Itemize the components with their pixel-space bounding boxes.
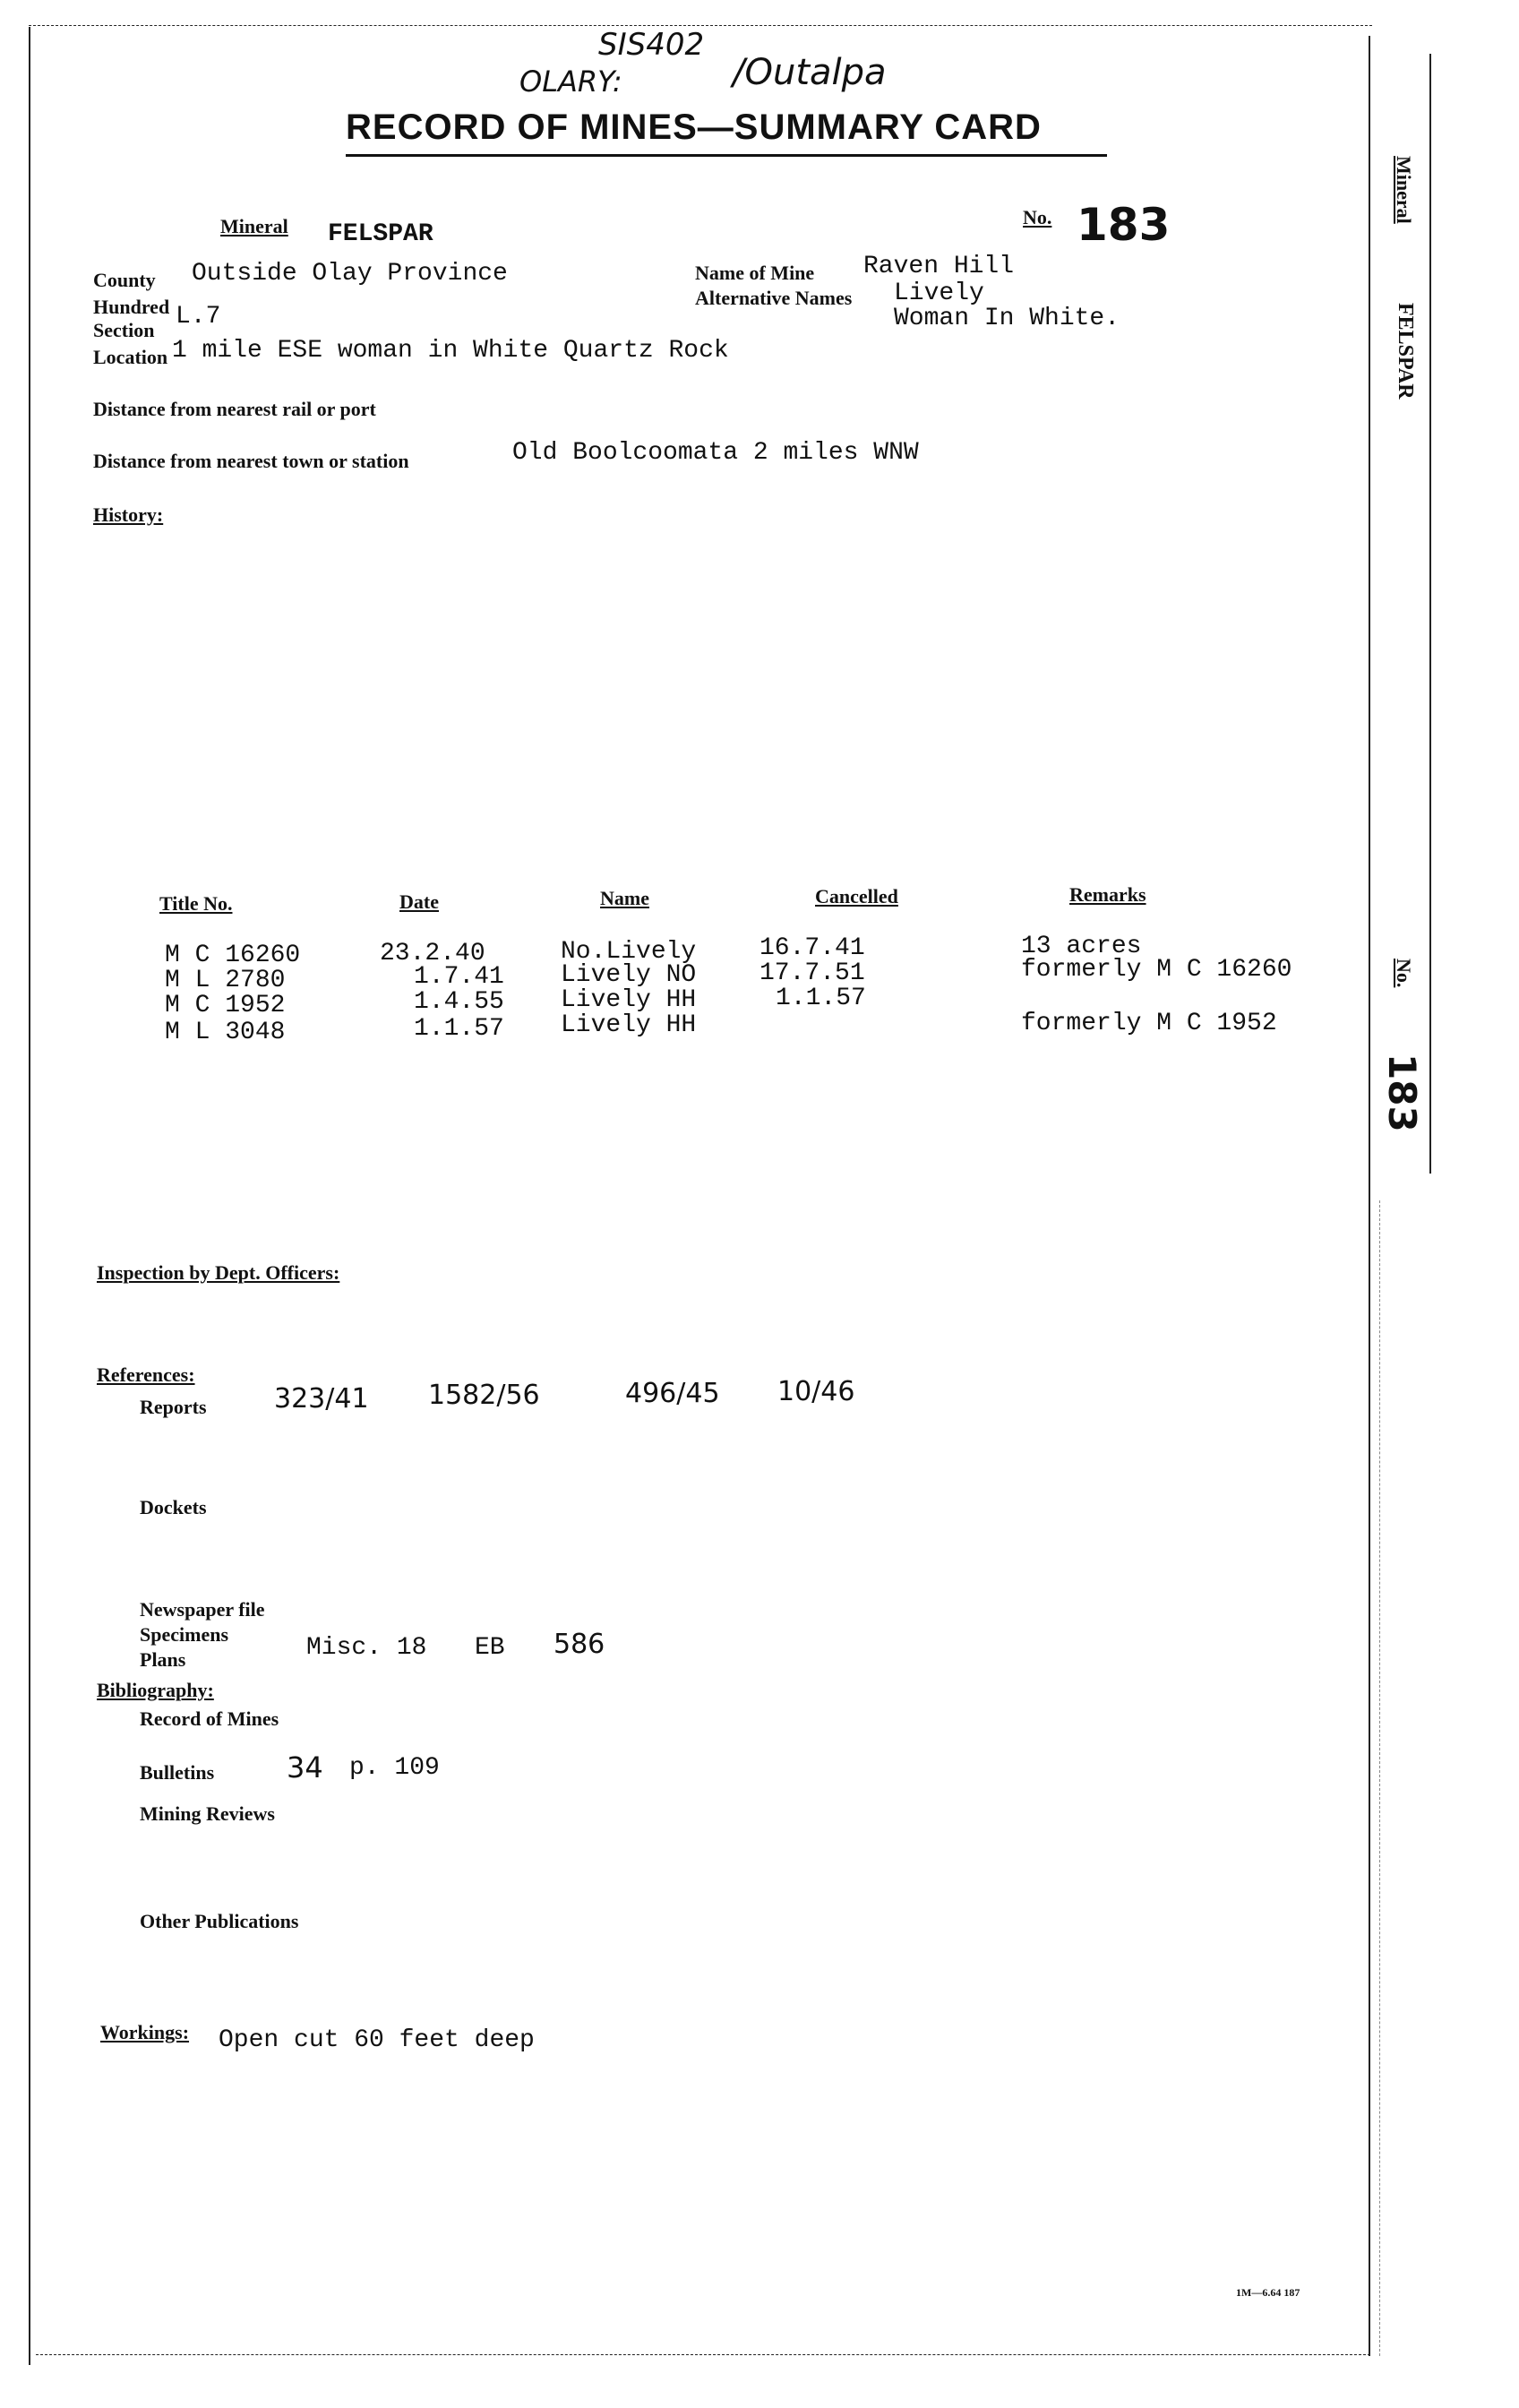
col-title-no: Title No. <box>159 892 233 915</box>
bulletins-value-2: p. 109 <box>349 1754 440 1782</box>
plans-value-1: Misc. 18 <box>306 1634 427 1662</box>
cell-name: Lively HH <box>561 1011 697 1039</box>
location-value: 1 mile ESE woman in White Quartz Rock <box>172 337 729 365</box>
references-label: References: <box>97 1363 195 1386</box>
mineral-label: Mineral <box>220 215 288 237</box>
bibliography-label: Bibliography: <box>97 1679 214 1701</box>
card-top-edge <box>29 25 1372 26</box>
cell-title-no: M C 1952 <box>165 992 286 1019</box>
col-date: Date <box>399 890 439 913</box>
dockets-label: Dockets <box>140 1496 207 1518</box>
mine-name-value: Raven Hill <box>863 253 1015 280</box>
cell-remarks: 13 acres <box>1021 933 1142 960</box>
cell-date: 1.4.55 <box>414 988 504 1016</box>
county-label: County <box>93 269 156 291</box>
workings-value: Open cut 60 feet deep <box>219 2026 535 2054</box>
cell-name: Lively NO <box>561 961 697 989</box>
cell-name: Lively HH <box>561 986 697 1014</box>
report-2: 1582/56 <box>428 1380 540 1411</box>
cell-date: 1.7.41 <box>414 963 504 991</box>
alt-names-value-1: Lively <box>894 280 984 307</box>
county-value: Outside Olay Province <box>192 260 508 288</box>
specimens-label: Specimens <box>140 1623 228 1646</box>
bulletins-value-1: 34 <box>287 1750 323 1784</box>
tab-edge-lower <box>1379 1200 1380 2356</box>
title-underline <box>346 154 1107 157</box>
town-value: Old Boolcoomata 2 miles WNW <box>512 439 919 467</box>
cell-title-no: M L 2780 <box>165 967 286 994</box>
tab-mineral-label: Mineral <box>1393 156 1415 224</box>
workings-label: Workings: <box>100 2021 190 2043</box>
mine-name-label: Name of Mine <box>695 262 815 284</box>
history-label: History: <box>93 503 164 526</box>
rail-label: Distance from nearest rail or port <box>93 398 376 420</box>
cell-title-no: M L 3048 <box>165 1019 286 1046</box>
cell-remarks: formerly M C 1952 <box>1021 1010 1277 1037</box>
section-value: L.7 <box>176 303 221 331</box>
town-label: Distance from nearest town or station <box>93 450 409 472</box>
cell-cancelled: 16.7.41 <box>760 934 865 962</box>
record-of-mines-label: Record of Mines <box>140 1707 279 1730</box>
handwritten-code: SIS402 <box>598 27 705 63</box>
tab-no-value: 183 <box>1380 1054 1424 1132</box>
cell-remarks: formerly M C 16260 <box>1021 956 1292 984</box>
card-right-edge <box>1369 36 1370 2356</box>
cell-title-no: M C 16260 <box>165 942 301 969</box>
tab-mineral-value: FELSPAR <box>1394 303 1417 400</box>
report-1: 323/41 <box>274 1383 369 1415</box>
report-3: 496/45 <box>625 1378 720 1409</box>
tab-edge <box>1429 54 1431 1174</box>
no-label: No. <box>1023 206 1052 228</box>
cell-date: 1.1.57 <box>414 1015 504 1043</box>
tab-no-label: No. <box>1393 959 1415 988</box>
reports-label: Reports <box>140 1396 207 1418</box>
no-value: 183 <box>1077 199 1171 251</box>
card-left-edge <box>29 27 30 2365</box>
cell-cancelled: 17.7.51 <box>760 959 865 987</box>
section-label: Section <box>93 319 155 341</box>
inspection-label: Inspection by Dept. Officers: <box>97 1261 340 1284</box>
page-title: RECORD OF MINES—SUMMARY CARD <box>346 108 1042 147</box>
alt-names-label: Alternative Names <box>695 287 853 309</box>
hundred-label: Hundred <box>93 296 170 318</box>
col-name: Name <box>600 887 649 909</box>
handwritten-sheet: /Outalpa <box>733 52 887 93</box>
plans-value-3: 586 <box>554 1629 605 1660</box>
plans-value-2: EB <box>475 1634 505 1662</box>
cell-name: No.Lively <box>561 938 697 966</box>
handwritten-map: OLARY: <box>519 64 622 99</box>
report-4: 10/46 <box>777 1376 855 1407</box>
other-publications-label: Other Publications <box>140 1910 299 1932</box>
mining-reviews-label: Mining Reviews <box>140 1802 275 1825</box>
cell-date: 23.2.40 <box>380 940 485 968</box>
col-remarks: Remarks <box>1069 883 1146 906</box>
cell-cancelled: 1.1.57 <box>776 985 866 1012</box>
mineral-value: FELSPAR <box>328 220 433 248</box>
newspaper-label: Newspaper file <box>140 1598 265 1621</box>
footer-code: 1M—6.64 187 <box>1236 2286 1300 2299</box>
card-bottom-edge <box>36 2354 1370 2355</box>
location-label: Location <box>93 346 168 368</box>
bulletins-label: Bulletins <box>140 1761 215 1784</box>
col-cancelled: Cancelled <box>815 885 898 907</box>
alt-names-value-2: Woman In White. <box>894 305 1120 332</box>
plans-label: Plans <box>140 1648 186 1671</box>
